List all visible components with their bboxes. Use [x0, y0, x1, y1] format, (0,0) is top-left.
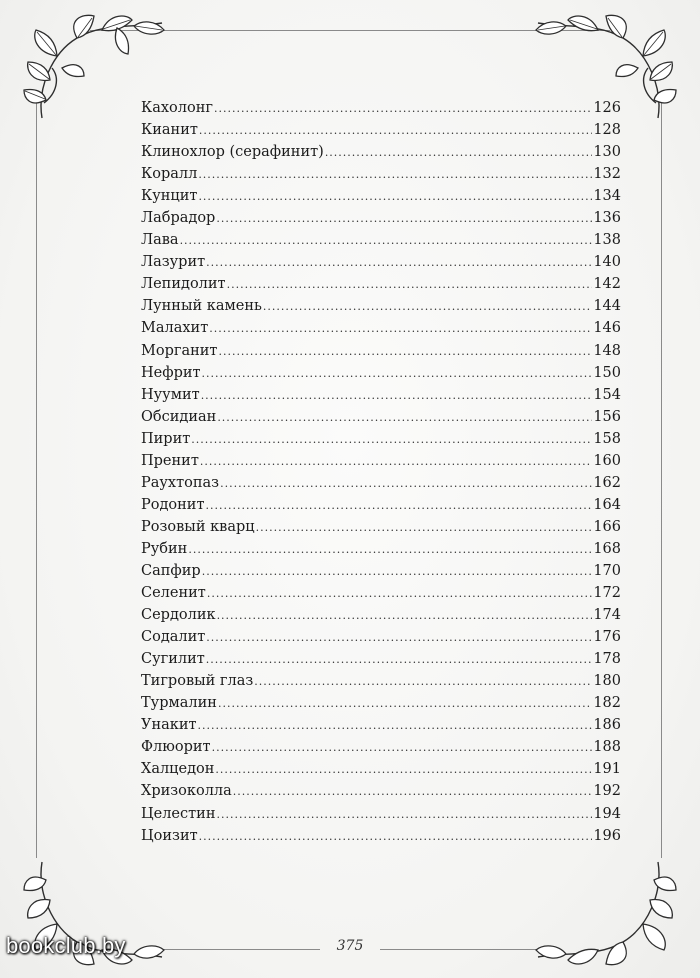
toc-leader-dots [198, 186, 592, 208]
toc-entry-page: 168 [593, 540, 621, 557]
page-number: 375 [336, 938, 364, 954]
toc-entry-title: Рубин [141, 540, 188, 557]
toc-entry [141, 207, 621, 229]
toc-leader-dots [325, 142, 593, 164]
table-of-contents [141, 97, 621, 847]
toc-entry-title: Лунный камень [141, 298, 262, 315]
toc-entry [141, 472, 621, 494]
toc-entry [141, 538, 621, 560]
toc-entry-title: Халцедон [141, 761, 215, 778]
toc-entry-title: Лава [141, 232, 179, 249]
watermark-logo: bookclub.by [6, 933, 126, 958]
toc-entry [141, 670, 621, 692]
toc-leader-dots [188, 539, 592, 561]
toc-entry-title: Содалит [141, 629, 206, 646]
toc-leader-dots [209, 318, 592, 340]
toc-entry-title: Коралл [141, 166, 198, 183]
toc-entry-title: Сапфир [141, 562, 201, 579]
toc-leader-dots [218, 341, 592, 363]
toc-entry [141, 362, 621, 384]
toc-leader-dots [256, 517, 593, 539]
toc-entry-title: Розовый кварц [141, 518, 255, 535]
toc-leader-dots [212, 737, 593, 759]
toc-leader-dots [198, 164, 592, 186]
toc-entry-page: 166 [593, 518, 621, 535]
toc-leader-dots [201, 385, 593, 407]
toc-leader-dots [206, 649, 593, 671]
toc-entry [141, 582, 621, 604]
toc-entry [141, 560, 621, 582]
toc-leader-dots [199, 120, 592, 142]
toc-entry-page: 132 [593, 166, 621, 183]
toc-entry-page: 138 [593, 232, 621, 249]
toc-entry [141, 119, 621, 141]
toc-entry-page: 146 [593, 320, 621, 337]
toc-entry-page: 170 [593, 562, 621, 579]
toc-leader-dots [206, 495, 593, 517]
toc-entry-title: Нефрит [141, 364, 201, 381]
toc-entry-page: 174 [593, 607, 621, 624]
toc-leader-dots [207, 583, 592, 605]
toc-entry-page: 158 [593, 430, 621, 447]
toc-entry [141, 229, 621, 251]
toc-entry-title: Лазурит [141, 254, 206, 271]
toc-leader-dots [200, 451, 592, 473]
toc-entry-title: Кахолонг [141, 100, 213, 116]
toc-leader-dots [215, 759, 592, 781]
toc-entry-page: 191 [593, 761, 621, 778]
toc-entry-page: 150 [593, 364, 621, 381]
toc-entry-title: Родонит [141, 496, 205, 513]
toc-entry-title: Малахит [141, 320, 209, 337]
toc-entry-page: 194 [593, 805, 621, 822]
toc-entry-page: 144 [593, 298, 621, 315]
toc-leader-dots [220, 473, 592, 495]
toc-entry-title: Турмалин [141, 695, 217, 712]
toc-entry-page: 126 [593, 100, 621, 116]
leaf-ornament-bottom-right [528, 852, 678, 972]
toc-entry [141, 384, 621, 406]
toc-entry-title: Лепидолит [141, 276, 226, 293]
toc-entry-page: 160 [593, 452, 621, 469]
toc-entry [141, 450, 621, 472]
toc-leader-dots [217, 407, 592, 429]
toc-leader-dots [199, 826, 593, 848]
toc-leader-dots [254, 671, 592, 693]
toc-entry [141, 141, 621, 163]
toc-entry [141, 185, 621, 207]
toc-entry [141, 692, 621, 714]
toc-entry [141, 97, 621, 119]
toc-entry [141, 516, 621, 538]
toc-entry [141, 736, 621, 758]
toc-entry [141, 803, 621, 825]
toc-entry [141, 714, 621, 736]
toc-entry-title: Обсидиан [141, 408, 217, 425]
toc-entry-title: Пренит [141, 452, 199, 469]
toc-entry-page: 156 [593, 408, 621, 425]
toc-entry-title: Клинохлор (серафинит) [141, 144, 324, 161]
toc-entry-title: Тигровый глаз [141, 673, 254, 690]
toc-entry-title: Селенит [141, 585, 206, 602]
toc-entry-page: 186 [593, 717, 621, 734]
toc-entry-page: 164 [593, 496, 621, 513]
toc-entry-page: 192 [593, 783, 621, 800]
toc-leader-dots [217, 804, 593, 826]
toc-entry-page: 196 [593, 827, 621, 844]
frame-left-line [36, 100, 37, 858]
toc-entry [141, 340, 621, 362]
toc-entry-page: 130 [593, 144, 621, 161]
toc-entry-page: 142 [593, 276, 621, 293]
toc-entry-title: Цоизит [141, 827, 198, 844]
toc-entry-title: Целестин [141, 805, 216, 822]
toc-entry-page: 188 [593, 739, 621, 756]
toc-entry-title: Морганит [141, 342, 218, 359]
toc-leader-dots [180, 230, 593, 252]
toc-leader-dots [202, 363, 593, 385]
frame-right-line [661, 100, 662, 858]
toc-entry [141, 406, 621, 428]
toc-entry-page: 136 [593, 210, 621, 227]
toc-entry-title: Нуумит [141, 386, 200, 403]
toc-entry-title: Раухтопаз [141, 474, 220, 491]
toc-entry [141, 494, 621, 516]
toc-leader-dots [206, 627, 592, 649]
toc-entry-title: Лабрадор [141, 210, 216, 227]
toc-leader-dots [227, 274, 593, 296]
toc-leader-dots [214, 98, 592, 120]
toc-entry-page: 180 [593, 673, 621, 690]
toc-entry [141, 428, 621, 450]
toc-leader-dots [263, 296, 592, 318]
toc-leader-dots [216, 208, 592, 230]
toc-entry-page: 134 [593, 188, 621, 205]
toc-entry-title: Флюорит [141, 739, 211, 756]
toc-entry [141, 163, 621, 185]
toc-entry [141, 780, 621, 802]
toc-entry-page: 162 [593, 474, 621, 491]
toc-leader-dots [233, 781, 593, 803]
toc-entry [141, 648, 621, 670]
toc-entry [141, 317, 621, 339]
toc-entry-title: Унакит [141, 717, 197, 734]
toc-entry [141, 295, 621, 317]
toc-entry [141, 626, 621, 648]
toc-entry-page: 178 [593, 651, 621, 668]
toc-entry [141, 758, 621, 780]
toc-leader-dots [202, 561, 593, 583]
toc-entry-page: 182 [593, 695, 621, 712]
toc-entry-title: Кианит [141, 122, 198, 139]
toc-entry [141, 825, 621, 847]
toc-entry-page: 176 [593, 629, 621, 646]
toc-leader-dots [206, 252, 592, 274]
toc-entry-title: Кунцит [141, 188, 198, 205]
toc-entry-page: 148 [593, 342, 621, 359]
toc-entry-page: 154 [593, 386, 621, 403]
toc-entry [141, 604, 621, 626]
toc-entry [141, 273, 621, 295]
toc-entry-title: Хризоколла [141, 783, 232, 800]
toc-entry-page: 128 [593, 122, 621, 139]
toc-entry-title: Сугилит [141, 651, 205, 668]
toc-entry [141, 251, 621, 273]
toc-leader-dots [198, 715, 593, 737]
toc-entry-title: Сердолик [141, 607, 216, 624]
toc-entry-title: Пирит [141, 430, 191, 447]
toc-entry-page: 140 [593, 254, 621, 271]
toc-leader-dots [218, 693, 592, 715]
toc-leader-dots [217, 605, 593, 627]
toc-leader-dots [191, 429, 592, 451]
toc-entry-page: 172 [593, 585, 621, 602]
